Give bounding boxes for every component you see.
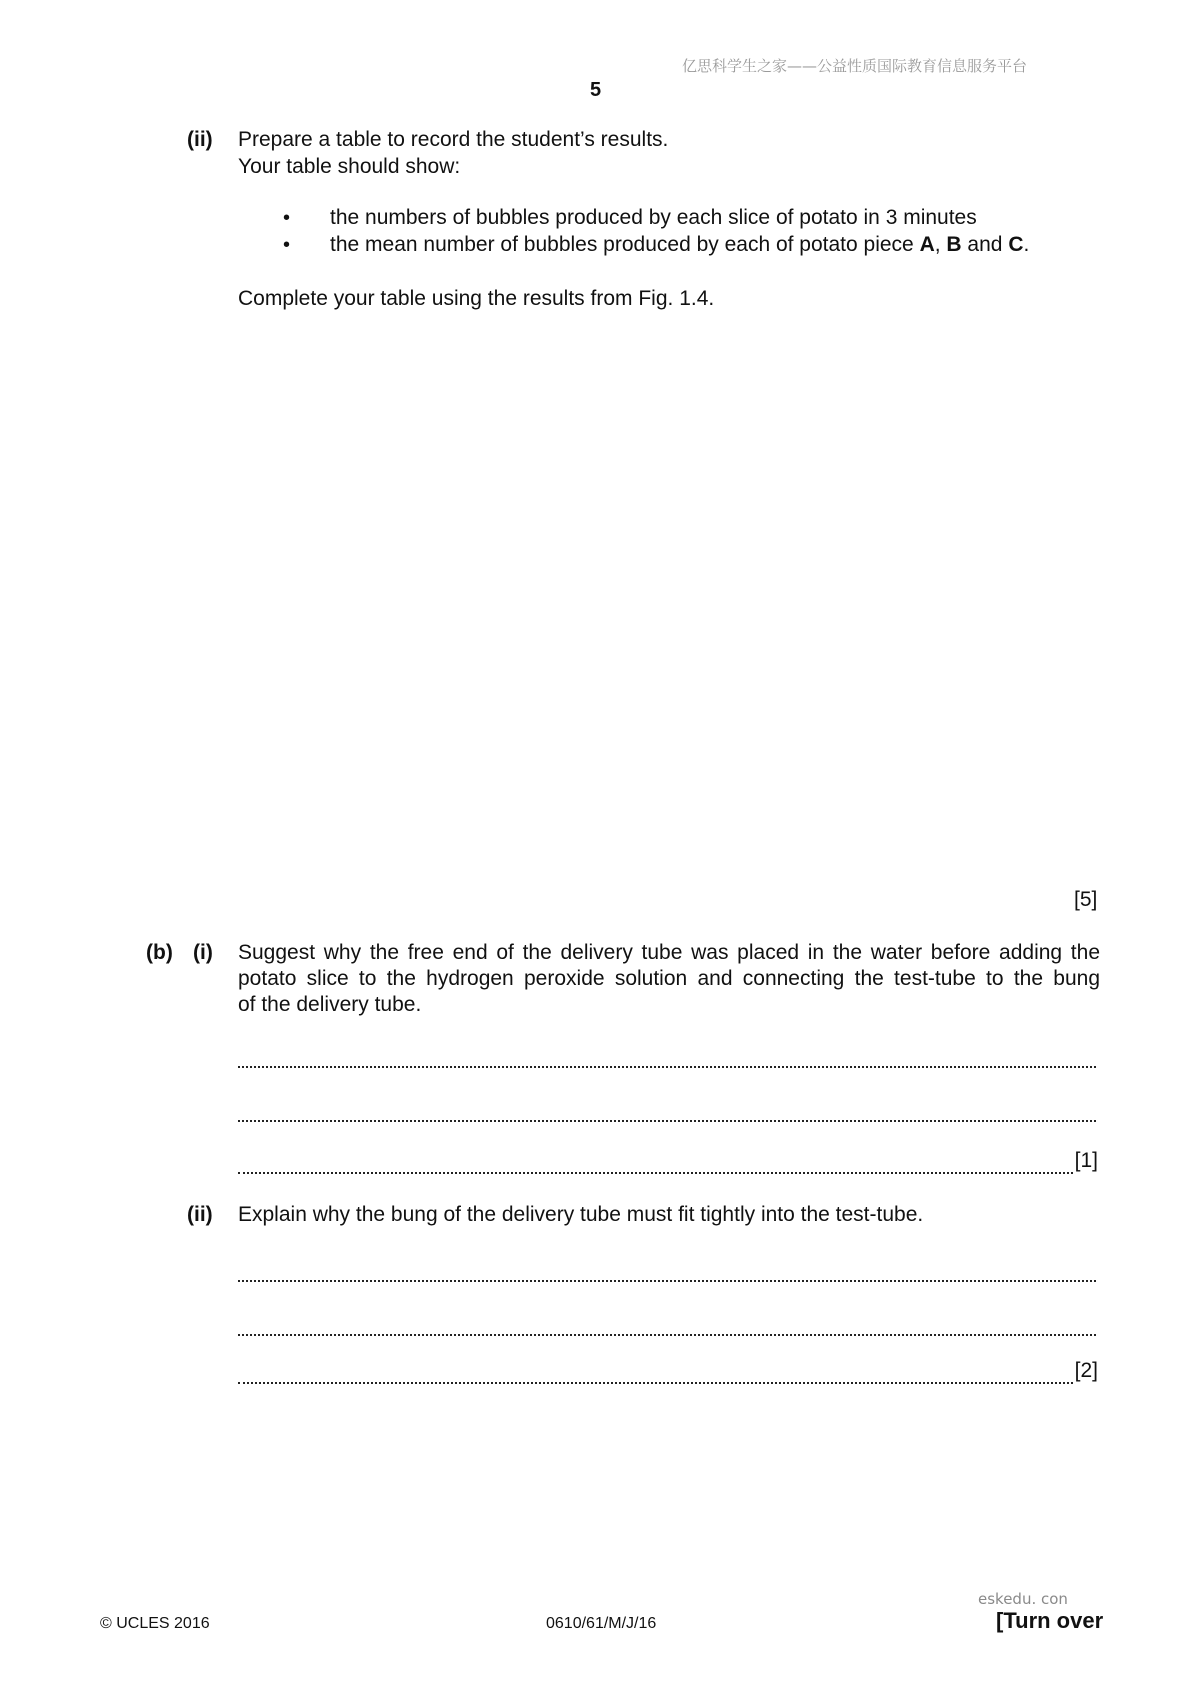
potato-piece-c: C — [1008, 233, 1024, 256]
table-answer-area[interactable] — [238, 330, 1098, 870]
question-b-i-line-2: potato slice to the hydrogen peroxide solution and connecting the test-tube to the bung — [238, 967, 1100, 990]
marks-b-i: [1] — [1074, 1149, 1098, 1172]
bullet-item-2-and: and — [961, 233, 1009, 256]
marks-b-ii: [2] — [1074, 1359, 1098, 1382]
question-a-ii-instruction: Complete your table using the results from Fig. 1.4. — [238, 287, 715, 310]
potato-piece-a: A — [919, 233, 935, 256]
page-number: 5 — [590, 79, 602, 101]
question-a-ii-line-2: Your table should show: — [238, 155, 461, 178]
copyright: © UCLES 2016 — [100, 1615, 210, 1632]
answer-line-b-ii-2[interactable] — [238, 1310, 1098, 1336]
question-b-ii-line-1: Explain why the bung of the delivery tube must fit tightly into the test-tube. — [238, 1203, 924, 1226]
watermark-top: 亿思科学生之家——公益性质国际教育信息服务平台 — [682, 57, 1028, 75]
bullet-item-2-text: the mean number of bubbles produced by each of potato piece — [330, 233, 920, 256]
question-b-i-line-3: of the delivery tube. — [238, 993, 422, 1016]
potato-piece-b: B — [946, 233, 962, 256]
turn-over: [Turn over — [996, 1608, 1104, 1633]
watermark-bottom: eskedu. con — [978, 1590, 1068, 1608]
answer-line-b-i-2[interactable] — [238, 1096, 1098, 1122]
question-label-a-ii: (ii) — [187, 128, 213, 151]
question-b-i-line-1: Suggest why the free end of the delivery tube was placed in the water before adding the — [238, 941, 1100, 964]
paper-code: 0610/61/M/J/16 — [546, 1615, 657, 1632]
answer-line-b-ii-3[interactable] — [238, 1358, 1098, 1384]
bullet-item-1: the numbers of bubbles produced by each slice of potato in 3 minutes — [330, 206, 977, 229]
answer-line-b-ii-1[interactable] — [238, 1256, 1098, 1282]
answer-line-b-i-3[interactable] — [238, 1148, 1098, 1174]
bullet-icon: • — [283, 234, 291, 256]
question-a-ii-line-1: Prepare a table to record the student’s results. — [238, 128, 669, 151]
marks-a-ii: [5] — [1074, 888, 1098, 911]
question-label-b: (b) — [146, 941, 173, 964]
bullet-icon: • — [283, 207, 291, 229]
bullet-item-2-end: . — [1023, 233, 1030, 256]
question-label-b-i: (i) — [193, 941, 213, 964]
question-label-b-ii: (ii) — [187, 1203, 213, 1226]
answer-line-b-i-1[interactable] — [238, 1042, 1098, 1068]
bullet-item-2-comma: , — [934, 233, 947, 256]
bullet-item-2 — [330, 232, 1029, 258]
